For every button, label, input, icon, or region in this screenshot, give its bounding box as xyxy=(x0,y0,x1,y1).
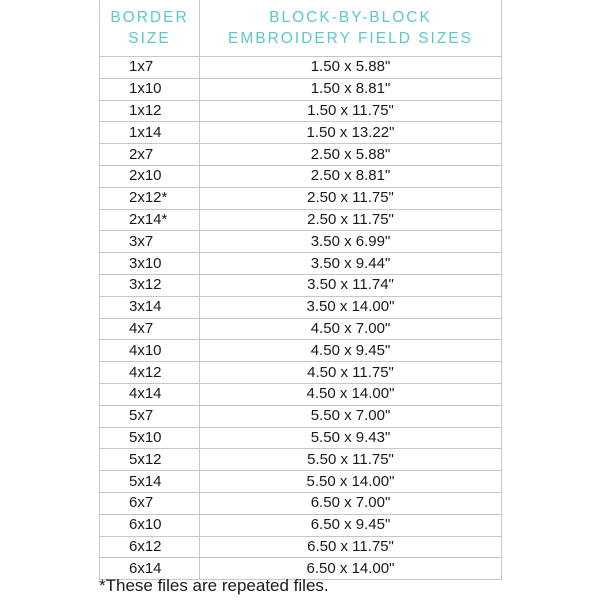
field-size-cell: 1.50 x 11.75" xyxy=(200,100,502,122)
border-size-cell: 4x12 xyxy=(100,362,200,384)
table-row xyxy=(100,383,502,405)
table-row xyxy=(100,362,502,384)
header-border-size-line1: BORDER xyxy=(110,9,189,26)
table-row xyxy=(100,471,502,493)
border-size-cell: 5x14 xyxy=(100,471,200,493)
border-size-cell: 6x7 xyxy=(100,492,200,514)
table-row xyxy=(100,296,502,318)
field-size-cell: 4.50 x 14.00" xyxy=(200,383,502,405)
field-size-cell: 4.50 x 9.45" xyxy=(200,340,502,362)
header-field-sizes-line1: BLOCK-BY-BLOCK xyxy=(269,9,432,26)
border-size-cell: 5x10 xyxy=(100,427,200,449)
field-sizes-table xyxy=(99,0,502,580)
table-row xyxy=(100,209,502,231)
table-row xyxy=(100,253,502,275)
border-size-cell: 1x7 xyxy=(100,57,200,79)
field-size-cell: 2.50 x 8.81" xyxy=(200,165,502,187)
table-row xyxy=(100,231,502,253)
table-row xyxy=(100,318,502,340)
header-border-size-line2: SIZE xyxy=(128,30,171,47)
header-field-sizes-line2: EMBROIDERY FIELD SIZES xyxy=(228,30,473,47)
table-row xyxy=(100,340,502,362)
field-size-cell: 5.50 x 9.43" xyxy=(200,427,502,449)
table-row xyxy=(100,274,502,296)
table-row xyxy=(100,122,502,144)
field-size-cell: 1.50 x 13.22" xyxy=(200,122,502,144)
border-size-cell: 6x14 xyxy=(100,558,200,580)
field-size-cell: 4.50 x 7.00" xyxy=(200,318,502,340)
field-size-cell: 1.50 x 8.81" xyxy=(200,78,502,100)
border-size-cell: 2x14* xyxy=(100,209,200,231)
border-size-cell: 6x10 xyxy=(100,514,200,536)
border-size-cell: 4x14 xyxy=(100,383,200,405)
border-size-cell: 4x10 xyxy=(100,340,200,362)
header-field-sizes xyxy=(200,0,502,57)
field-size-cell: 5.50 x 11.75" xyxy=(200,449,502,471)
table-row xyxy=(100,427,502,449)
field-size-cell: 6.50 x 11.75" xyxy=(200,536,502,558)
header-border-size xyxy=(100,0,200,57)
table-row xyxy=(100,144,502,166)
border-size-cell: 3x7 xyxy=(100,231,200,253)
table-row xyxy=(100,78,502,100)
field-sizes-table-wrapper xyxy=(99,0,501,580)
border-size-cell: 4x7 xyxy=(100,318,200,340)
field-size-cell: 6.50 x 7.00" xyxy=(200,492,502,514)
field-size-cell: 3.50 x 14.00" xyxy=(200,296,502,318)
border-size-cell: 2x12* xyxy=(100,187,200,209)
field-size-cell: 2.50 x 5.88" xyxy=(200,144,502,166)
border-size-cell: 3x10 xyxy=(100,253,200,275)
border-size-cell: 1x12 xyxy=(100,100,200,122)
field-size-cell: 2.50 x 11.75" xyxy=(200,209,502,231)
field-size-cell: 6.50 x 9.45" xyxy=(200,514,502,536)
table-row xyxy=(100,492,502,514)
table-row xyxy=(100,100,502,122)
field-size-cell: 6.50 x 14.00" xyxy=(200,558,502,580)
field-size-cell: 4.50 x 11.75" xyxy=(200,362,502,384)
field-size-cell: 2.50 x 11.75" xyxy=(200,187,502,209)
field-size-cell: 5.50 x 7.00" xyxy=(200,405,502,427)
border-size-cell: 1x14 xyxy=(100,122,200,144)
field-size-cell: 3.50 x 9.44" xyxy=(200,253,502,275)
border-size-cell: 5x7 xyxy=(100,405,200,427)
border-size-cell: 6x12 xyxy=(100,536,200,558)
border-size-cell: 3x12 xyxy=(100,274,200,296)
field-size-cell: 3.50 x 11.74" xyxy=(200,274,502,296)
table-row xyxy=(100,449,502,471)
field-size-cell: 1.50 x 5.88" xyxy=(200,57,502,79)
table-header xyxy=(100,0,502,57)
table-row xyxy=(100,187,502,209)
table-body xyxy=(100,57,502,580)
field-size-cell: 5.50 x 14.00" xyxy=(200,471,502,493)
table-row xyxy=(100,57,502,79)
table-row xyxy=(100,536,502,558)
table-row xyxy=(100,514,502,536)
border-size-cell: 2x10 xyxy=(100,165,200,187)
table-row xyxy=(100,405,502,427)
border-size-cell: 3x14 xyxy=(100,296,200,318)
footnote: *These files are repeated files. xyxy=(99,576,329,595)
border-size-cell: 2x7 xyxy=(100,144,200,166)
border-size-cell: 1x10 xyxy=(100,78,200,100)
table-row xyxy=(100,165,502,187)
border-size-cell: 5x12 xyxy=(100,449,200,471)
header-row xyxy=(100,0,502,57)
field-size-cell: 3.50 x 6.99" xyxy=(200,231,502,253)
